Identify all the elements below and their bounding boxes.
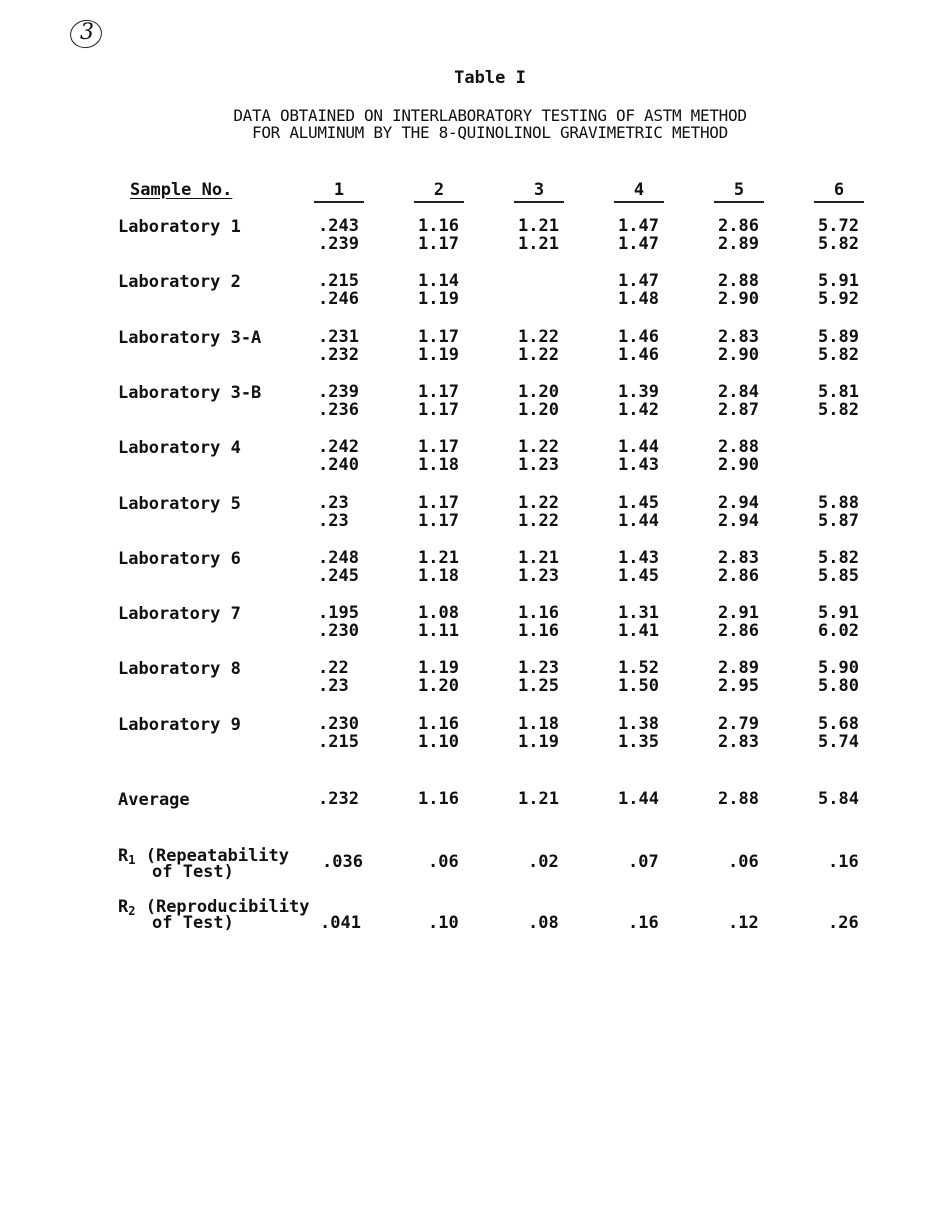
cell-value: 2.90 xyxy=(718,345,759,365)
cell-value: .23 xyxy=(318,676,349,696)
cell-value: 2.89 xyxy=(718,658,759,678)
cell-value: 2.90 xyxy=(718,455,759,475)
table-cell xyxy=(718,438,759,474)
cell-value: 5.92 xyxy=(818,289,859,309)
table-row xyxy=(0,383,950,427)
cell-value: 1.19 xyxy=(418,289,459,309)
table-cell xyxy=(318,328,359,364)
table-caption: Table I xyxy=(454,68,526,88)
table-cell xyxy=(318,715,359,751)
cell-value: 1.17 xyxy=(418,493,459,513)
table-title-line-1: DATA OBTAINED ON INTERLABORATORY TESTING OF ASTM METHOD xyxy=(233,106,747,125)
cell-value: 1.52 xyxy=(618,658,659,678)
cell-value: 1.18 xyxy=(418,455,459,475)
table-cell xyxy=(518,438,559,474)
cell-value: 5.87 xyxy=(818,511,859,531)
average-value: .232 xyxy=(318,789,359,809)
cell-value: 1.44 xyxy=(618,511,659,531)
cell-value: 1.45 xyxy=(618,566,659,586)
cell-value: 1.21 xyxy=(518,234,559,254)
cell-value: 1.16 xyxy=(418,714,459,734)
cell-value: 1.17 xyxy=(418,327,459,347)
cell-value: 1.41 xyxy=(618,621,659,641)
table-cell xyxy=(718,272,759,308)
cell-value: 1.22 xyxy=(518,437,559,457)
reproducibility-value: .10 xyxy=(428,913,459,933)
cell-value: .242 xyxy=(318,437,359,457)
column-header-1: 1 xyxy=(314,180,364,203)
table-cell xyxy=(518,328,559,364)
cell-value: .239 xyxy=(318,382,359,402)
table-cell xyxy=(718,659,759,695)
cell-value: 1.19 xyxy=(418,345,459,365)
cell-value: .230 xyxy=(318,714,359,734)
cell-value: 5.81 xyxy=(818,382,859,402)
average-value: 5.84 xyxy=(818,789,859,809)
average-value: 1.44 xyxy=(618,789,659,809)
table-cell xyxy=(818,604,859,640)
repeatability-label: $R_1$ (Repeatability xyxy=(118,846,290,867)
lab-label: Laboratory 3-B xyxy=(118,383,262,403)
cell-value: 2.83 xyxy=(718,548,759,568)
repeatability-value: .16 xyxy=(828,852,859,872)
cell-value: 6.02 xyxy=(818,621,859,641)
reproducibility-value: .08 xyxy=(528,913,559,933)
cell-value: .245 xyxy=(318,566,359,586)
reproducibility-value: .041 xyxy=(320,913,361,933)
table-cell xyxy=(718,328,759,364)
cell-value: 1.11 xyxy=(418,621,459,641)
cell-value: .236 xyxy=(318,400,359,420)
table-row xyxy=(0,217,950,261)
table-cell xyxy=(818,659,859,695)
cell-value: 1.17 xyxy=(418,437,459,457)
table-cell xyxy=(818,715,859,751)
table-cell xyxy=(818,217,859,253)
cell-value: .23 xyxy=(318,511,349,531)
lab-label: Laboratory 4 xyxy=(118,438,241,458)
cell-value: .248 xyxy=(318,548,359,568)
cell-value: 1.22 xyxy=(518,511,559,531)
table-cell xyxy=(518,715,559,751)
cell-value: .243 xyxy=(318,216,359,236)
reproducibility-label: $R_2$ (Reproducibility xyxy=(118,897,310,918)
cell-value: 1.39 xyxy=(618,382,659,402)
cell-value: 5.82 xyxy=(818,400,859,420)
table-row xyxy=(0,438,950,482)
cell-value: 1.35 xyxy=(618,732,659,752)
cell-value: 1.21 xyxy=(518,216,559,236)
table-cell xyxy=(618,438,659,474)
table-cell xyxy=(818,328,859,364)
cell-value: 5.82 xyxy=(818,548,859,568)
table-cell xyxy=(618,549,659,585)
cell-value: 1.25 xyxy=(518,676,559,696)
cell-value: 1.38 xyxy=(618,714,659,734)
cell-value: .23 xyxy=(318,493,349,513)
cell-value: 1.23 xyxy=(518,566,559,586)
sample-number-header: Sample No. xyxy=(130,180,233,200)
column-header-4: 4 xyxy=(614,180,664,203)
table-cell xyxy=(618,272,659,308)
cell-value: 1.20 xyxy=(418,676,459,696)
cell-value: 1.18 xyxy=(518,714,559,734)
table-cell xyxy=(518,217,559,253)
table-cell xyxy=(618,383,659,419)
cell-value: 2.86 xyxy=(718,621,759,641)
cell-value: 1.14 xyxy=(418,271,459,291)
repeatability-label-line-2: of Test) xyxy=(152,862,234,882)
cell-value: 1.17 xyxy=(418,400,459,420)
reproducibility-label-line-2: of Test) xyxy=(152,913,234,933)
table-cell xyxy=(818,383,859,419)
page-number: 3 xyxy=(80,20,94,45)
cell-value: 2.94 xyxy=(718,493,759,513)
table-cell xyxy=(818,272,859,308)
cell-value: .239 xyxy=(318,234,359,254)
cell-value: 1.47 xyxy=(618,216,659,236)
lab-label: Laboratory 8 xyxy=(118,659,241,679)
cell-value: 1.43 xyxy=(618,548,659,568)
table-cell xyxy=(418,217,459,253)
table-cell xyxy=(418,494,459,530)
cell-value: 5.88 xyxy=(818,493,859,513)
cell-value: 1.23 xyxy=(518,658,559,678)
table-cell xyxy=(718,549,759,585)
cell-value: 1.43 xyxy=(618,455,659,475)
table-cell xyxy=(518,494,559,530)
cell-value: 1.42 xyxy=(618,400,659,420)
table-cell xyxy=(318,272,359,308)
table-cell xyxy=(518,549,559,585)
cell-value: 1.46 xyxy=(618,327,659,347)
table-cell xyxy=(518,659,559,695)
cell-value: 2.90 xyxy=(718,289,759,309)
lab-label: Laboratory 6 xyxy=(118,549,241,569)
cell-value: 1.46 xyxy=(618,345,659,365)
cell-value: 1.47 xyxy=(618,271,659,291)
cell-value: 5.90 xyxy=(818,658,859,678)
cell-value: 1.21 xyxy=(518,548,559,568)
table-cell xyxy=(318,438,359,474)
cell-value: 1.50 xyxy=(618,676,659,696)
cell-value: 1.20 xyxy=(518,400,559,420)
cell-value: 1.08 xyxy=(418,603,459,623)
table-cell xyxy=(718,494,759,530)
cell-value: 2.87 xyxy=(718,400,759,420)
table-cell xyxy=(618,604,659,640)
repeatability-value: .07 xyxy=(628,852,659,872)
cell-value: 1.45 xyxy=(618,493,659,513)
table-cell xyxy=(718,604,759,640)
cell-value: 2.94 xyxy=(718,511,759,531)
table-cell xyxy=(418,328,459,364)
table-cell xyxy=(318,383,359,419)
table-cell xyxy=(618,715,659,751)
lab-label: Laboratory 5 xyxy=(118,494,241,514)
repeatability-value: .036 xyxy=(322,852,363,872)
cell-value: 1.20 xyxy=(518,382,559,402)
table-cell xyxy=(618,659,659,695)
cell-value: .230 xyxy=(318,621,359,641)
cell-value: 5.68 xyxy=(818,714,859,734)
table-cell xyxy=(318,494,349,530)
cell-value: 5.74 xyxy=(818,732,859,752)
cell-value: 5.82 xyxy=(818,345,859,365)
column-header-5: 5 xyxy=(714,180,764,203)
table-cell xyxy=(418,383,459,419)
cell-value: 1.21 xyxy=(418,548,459,568)
cell-value: .195 xyxy=(318,603,359,623)
cell-value: 1.23 xyxy=(518,455,559,475)
cell-value: 2.83 xyxy=(718,732,759,752)
cell-value: 1.18 xyxy=(418,566,459,586)
cell-value: 5.85 xyxy=(818,566,859,586)
cell-value: 1.22 xyxy=(518,327,559,347)
cell-value: 1.47 xyxy=(618,234,659,254)
cell-value: 1.16 xyxy=(418,216,459,236)
cell-value: 1.22 xyxy=(518,345,559,365)
lab-label: Laboratory 7 xyxy=(118,604,241,624)
column-header-2: 2 xyxy=(414,180,464,203)
cell-value: 2.88 xyxy=(718,437,759,457)
table-row xyxy=(0,659,950,703)
cell-value: 1.19 xyxy=(418,658,459,678)
cell-value: 1.16 xyxy=(518,621,559,641)
cell-value: .240 xyxy=(318,455,359,475)
table-cell xyxy=(418,604,459,640)
cell-value: .22 xyxy=(318,658,349,678)
table-row xyxy=(0,549,950,593)
table-cell xyxy=(718,217,759,253)
cell-value: 1.19 xyxy=(518,732,559,752)
average-label: Average xyxy=(118,790,190,810)
reproducibility-value: .16 xyxy=(628,913,659,933)
average-value: 1.16 xyxy=(418,789,459,809)
cell-value: 2.84 xyxy=(718,382,759,402)
repeatability-value: .02 xyxy=(528,852,559,872)
table-cell xyxy=(318,659,349,695)
cell-value: 1.17 xyxy=(418,234,459,254)
cell-value: 2.83 xyxy=(718,327,759,347)
cell-value: 5.91 xyxy=(818,603,859,623)
table-cell xyxy=(818,549,859,585)
table-cell xyxy=(318,604,359,640)
cell-value: 2.95 xyxy=(718,676,759,696)
cell-value: 1.10 xyxy=(418,732,459,752)
table-cell xyxy=(418,272,459,308)
cell-value: 5.72 xyxy=(818,216,859,236)
cell-value: 2.86 xyxy=(718,566,759,586)
cell-value: 1.17 xyxy=(418,511,459,531)
table-cell xyxy=(718,715,759,751)
table-row xyxy=(0,715,950,759)
table-cell xyxy=(418,438,459,474)
cell-value: 1.31 xyxy=(618,603,659,623)
table-cell xyxy=(618,328,659,364)
table-cell xyxy=(518,383,559,419)
cell-value: .246 xyxy=(318,289,359,309)
table-row xyxy=(0,604,950,648)
table-cell xyxy=(518,604,559,640)
cell-value: 1.16 xyxy=(518,603,559,623)
cell-value: .215 xyxy=(318,271,359,291)
table-cell xyxy=(418,659,459,695)
lab-label: Laboratory 1 xyxy=(118,217,241,237)
table-cell xyxy=(718,383,759,419)
cell-value: 5.80 xyxy=(818,676,859,696)
table-row xyxy=(0,328,950,372)
cell-value: 5.89 xyxy=(818,327,859,347)
cell-value: .231 xyxy=(318,327,359,347)
cell-value: 2.88 xyxy=(718,271,759,291)
lab-label: Laboratory 9 xyxy=(118,715,241,735)
table-cell xyxy=(618,217,659,253)
average-value: 1.21 xyxy=(518,789,559,809)
lab-label: Laboratory 3-A xyxy=(118,328,262,348)
cell-value: 1.44 xyxy=(618,437,659,457)
column-header-3: 3 xyxy=(514,180,564,203)
cell-value: 2.86 xyxy=(718,216,759,236)
column-header-6: 6 xyxy=(814,180,864,203)
table-cell xyxy=(818,494,859,530)
table-cell xyxy=(318,549,359,585)
repeatability-value: .06 xyxy=(728,852,759,872)
table-cell xyxy=(618,494,659,530)
cell-value: 2.79 xyxy=(718,714,759,734)
cell-value: 5.82 xyxy=(818,234,859,254)
cell-value: 2.89 xyxy=(718,234,759,254)
table-row xyxy=(0,494,950,538)
lab-label: Laboratory 2 xyxy=(118,272,241,292)
reproducibility-value: .12 xyxy=(728,913,759,933)
cell-value: 2.91 xyxy=(718,603,759,623)
cell-value: 1.17 xyxy=(418,382,459,402)
cell-value: .232 xyxy=(318,345,359,365)
average-value: 2.88 xyxy=(718,789,759,809)
table-row xyxy=(0,272,950,316)
table-cell xyxy=(418,549,459,585)
table-cell xyxy=(418,715,459,751)
table-title-line-2: FOR ALUMINUM BY THE 8-QUINOLINOL GRAVIMETRIC METHOD xyxy=(252,123,728,142)
cell-value: 1.22 xyxy=(518,493,559,513)
cell-value: 5.91 xyxy=(818,271,859,291)
cell-value: 1.48 xyxy=(618,289,659,309)
reproducibility-value: .26 xyxy=(828,913,859,933)
table-cell xyxy=(318,217,359,253)
cell-value: .215 xyxy=(318,732,359,752)
repeatability-value: .06 xyxy=(428,852,459,872)
